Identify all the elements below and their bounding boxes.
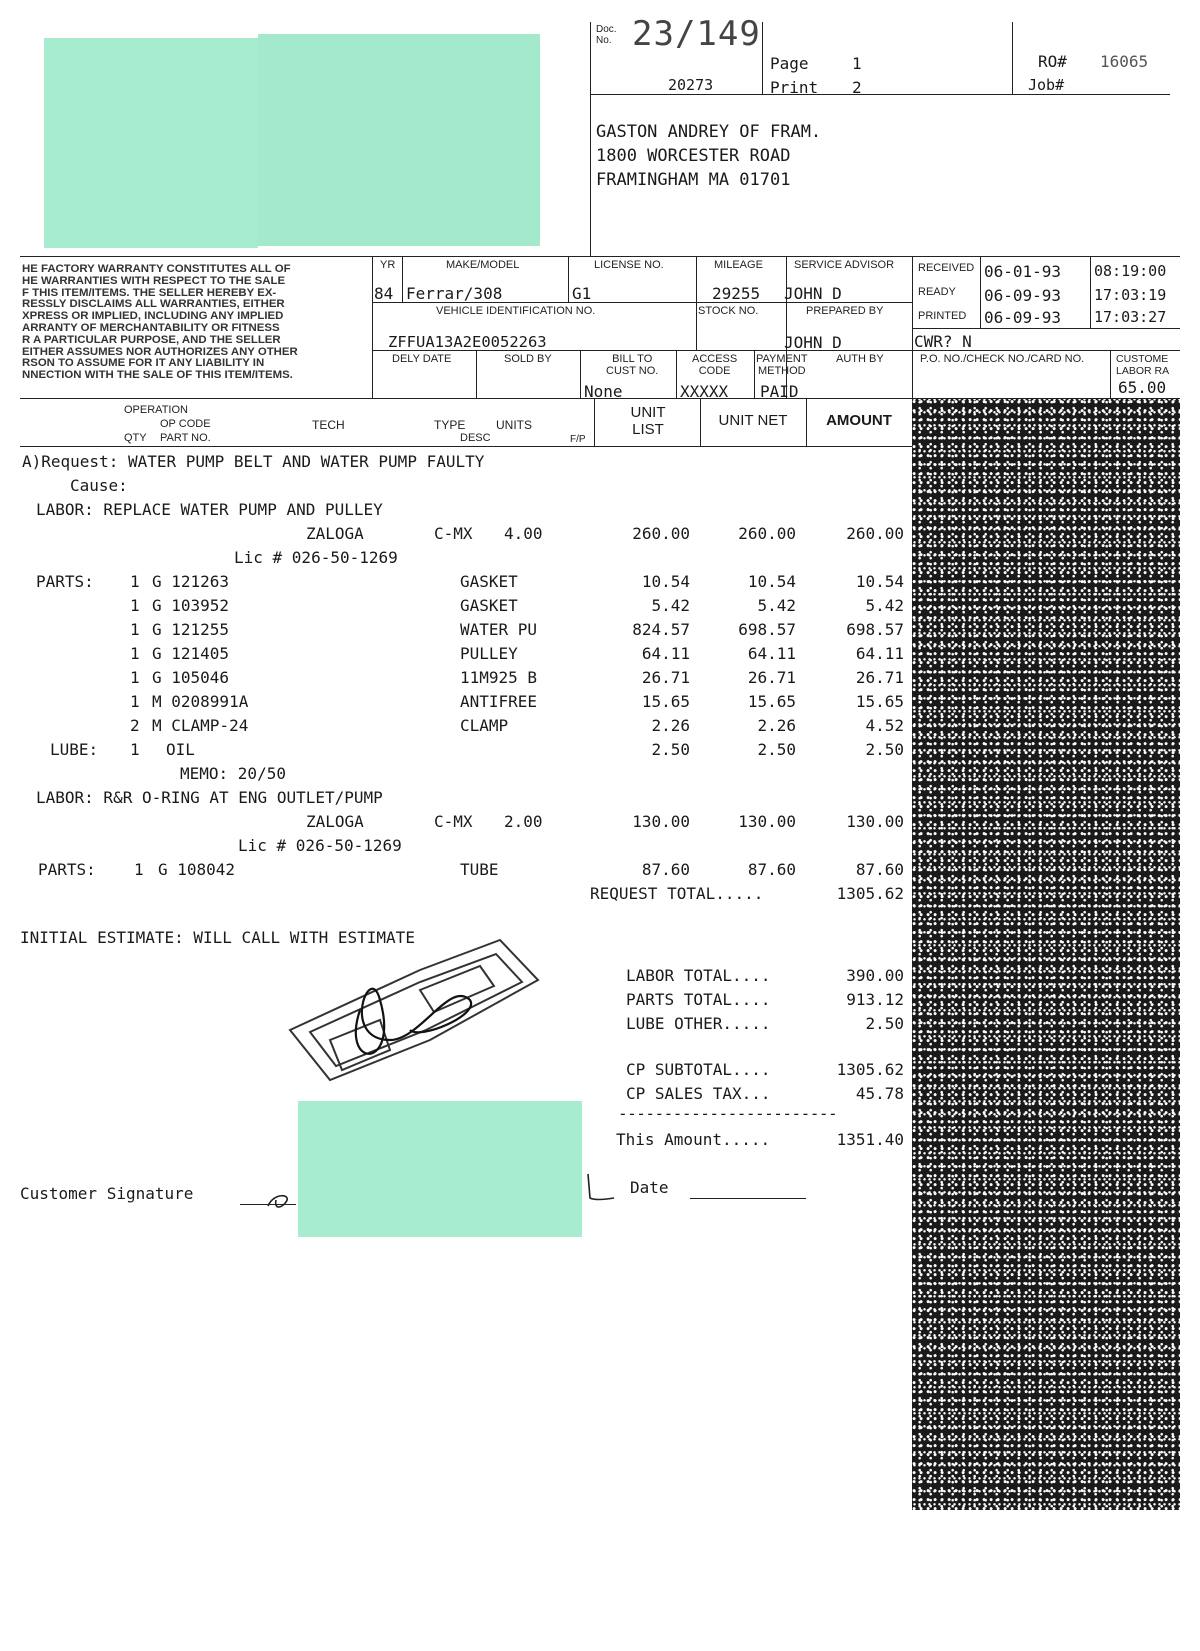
col-qty: QTY: [124, 432, 147, 444]
redaction-block-bottom: [298, 1101, 582, 1237]
part-amount: 4.52: [865, 716, 904, 735]
parts2-net: 87.60: [747, 860, 796, 879]
bill-to-label: BILL TO CUST NO.: [606, 353, 659, 377]
lube-other-value: 2.50: [865, 1014, 904, 1033]
print-value: 2: [852, 78, 862, 97]
part-net: 15.65: [747, 692, 796, 711]
dealer-city: FRAMINGHAM MA 01701: [596, 170, 791, 190]
parts2-number: G 108042: [158, 860, 236, 879]
ro-value: 16065: [1100, 52, 1149, 71]
ready-date: 06-09-93: [984, 286, 1062, 305]
info-div-10: [754, 350, 755, 398]
cause-line: Cause:: [70, 476, 128, 495]
request-total-value: 1305.62: [836, 884, 904, 903]
redaction-block-top-left-b: [258, 34, 540, 246]
cp-subtotal-value: 1305.62: [836, 1060, 904, 1079]
part-amount: 26.71: [855, 668, 904, 687]
vin-value: ZFFUA13A2E0052263: [388, 333, 547, 351]
part-list: 15.65: [641, 692, 690, 711]
part-number: M CLAMP-24: [152, 716, 249, 735]
labor1-license: Lic # 026-50-1269: [234, 548, 398, 567]
part-amount: 15.65: [855, 692, 904, 711]
part-qty: 1: [130, 692, 140, 711]
cp-subtotal-label: CP SUBTOTAL....: [626, 1060, 771, 1079]
part-net: 698.57: [738, 620, 796, 639]
payment-label: PAYMENT METHOD: [756, 353, 808, 377]
part-amount: 698.57: [846, 620, 904, 639]
labor1-type: C-MX: [434, 524, 473, 543]
ready-time: 17:03:19: [1094, 286, 1167, 304]
part-list: 2.26: [651, 716, 690, 735]
job-label: Job#: [1028, 76, 1065, 94]
request-line: A)Request: WATER PUMP BELT AND WATER PUMP FAULTY: [22, 452, 485, 471]
license-label: LICENSE NO.: [594, 259, 664, 271]
info-div-9: [676, 350, 677, 398]
part-list: 5.42: [651, 596, 690, 615]
col-amount: AMOUNT: [826, 412, 892, 429]
part-number: G 121255: [152, 620, 230, 639]
doc-label: Doc. No.: [596, 24, 617, 46]
labor2-net: 130.00: [738, 812, 796, 831]
info-div-times: [1090, 256, 1091, 328]
header-rule-top: [590, 94, 1170, 95]
part-amount: 10.54: [855, 572, 904, 591]
part-number: G 105046: [152, 668, 230, 687]
labor1-amount: 260.00: [846, 524, 904, 543]
labor1-net: 260.00: [738, 524, 796, 543]
header-divider-right: [1012, 22, 1013, 94]
part-net: 5.42: [757, 596, 796, 615]
part-number: G 103952: [152, 596, 230, 615]
col-part-no: PART NO.: [160, 432, 211, 444]
col-fp: F/P: [570, 434, 586, 445]
col-unit-net: UNIT NET: [718, 412, 788, 429]
make-value: Ferrar/308: [406, 284, 503, 303]
parts2-amount: 87.60: [855, 860, 904, 879]
part-amount: 64.11: [855, 644, 904, 663]
stock-label: STOCK NO.: [698, 305, 759, 317]
part-net: 26.71: [747, 668, 796, 687]
lube-label: LUBE:: [50, 740, 99, 759]
dealer-name: GASTON ANDREY OF FRAM.: [596, 122, 822, 142]
part-desc: ANTIFREE: [460, 692, 538, 711]
yr-label: YR: [380, 259, 396, 271]
lube-list: 2.50: [651, 740, 690, 759]
customer-rate-label: CUSTOME LABOR RA: [1116, 353, 1170, 377]
license-value: G1: [572, 284, 592, 303]
advisor-label: SERVICE ADVISOR: [794, 259, 895, 271]
signature-flourish: [580, 1170, 620, 1206]
access-label: ACCESS CODE: [692, 353, 738, 377]
request-total-label: REQUEST TOTAL.....: [590, 884, 764, 903]
print-label: Print: [770, 78, 819, 97]
part-list: 64.11: [641, 644, 690, 663]
part-desc: CLAMP: [460, 716, 509, 735]
signature-scribble: [264, 1186, 304, 1216]
received-date: 06-01-93: [984, 262, 1062, 281]
warranty-disclaimer: HE FACTORY WARRANTY CONSTITUTES ALL OF HE WARRANTIES WITH RESPECT TO THE SALE F THIS ITEM/ITEMS. THE SELLER HEREBY EX- RESSLY DISCLAIMS ALL WARRANTIES, EITHER XPRESS OR IMPLIED, INCLUDING ANY IMPLIED ARRANTY OF MERCHANTABILITY OR FITNESS R A PARTICULAR PURPOSE, AND THE SELLER EITHER ASSUMES NOR AUTHORIZES ANY OTHER RSON TO ASSUME FOR IT ANY LIABILITY IN NNECTION WITH THE SALE OF THIS ITEM/ITEMS.: [22, 263, 298, 382]
labor2-license: Lic # 026-50-1269: [238, 836, 402, 855]
redaction-noise-column: [912, 398, 1180, 1510]
memo-line: MEMO: 20/50: [180, 764, 286, 783]
info-div-7: [476, 350, 477, 398]
access-value: XXXXX: [680, 382, 729, 401]
labor-total-label: LABOR TOTAL....: [626, 966, 771, 985]
parts2-label: PARTS:: [38, 860, 96, 879]
info-div-6: [912, 256, 913, 398]
printed-label: PRINTED: [918, 310, 967, 322]
info-div-1: [372, 256, 373, 398]
info-div-3: [568, 256, 569, 302]
labor-total-value: 390.00: [846, 966, 904, 985]
lube-other-label: LUBE OTHER.....: [626, 1014, 771, 1033]
parts2-qty: 1: [134, 860, 144, 879]
make-label: MAKE/MODEL: [446, 259, 520, 271]
printed-time: 17:03:27: [1094, 308, 1167, 326]
received-label: RECEIVED: [918, 262, 975, 274]
customer-rate-value: 65.00: [1118, 378, 1167, 397]
col-tech: TECH: [312, 418, 345, 432]
printed-date: 06-09-93: [984, 308, 1062, 327]
part-list: 26.71: [641, 668, 690, 687]
ro-label: RO#: [1038, 52, 1067, 71]
part-number: M 0208991A: [152, 692, 249, 711]
labor2-list: 130.00: [632, 812, 690, 831]
part-list: 10.54: [641, 572, 690, 591]
part-number: G 121263: [152, 572, 230, 591]
payment-value: PAID: [760, 382, 799, 401]
redaction-block-top-left-a: [44, 38, 258, 248]
labor2-line: LABOR: R&R O-RING AT ENG OUTLET/PUMP: [36, 788, 383, 807]
lube-amount: 2.50: [865, 740, 904, 759]
received-time: 08:19:00: [1094, 262, 1167, 280]
labor2-type: C-MX: [434, 812, 473, 831]
part-amount: 5.42: [865, 596, 904, 615]
pay-amount-value: 1351.40: [836, 1130, 904, 1149]
labor2-units: 2.00: [504, 812, 543, 831]
part-desc: WATER PU: [460, 620, 538, 639]
col-operation: OPERATION: [124, 404, 188, 416]
cwr-value: CWR? N: [914, 332, 972, 351]
part-desc: GASKET: [460, 596, 518, 615]
auth-by-label: AUTH BY: [836, 353, 884, 365]
doc-number: 23/149: [632, 14, 761, 54]
parts2-list: 87.60: [641, 860, 690, 879]
labor1-list: 260.00: [632, 524, 690, 543]
labor2-tech: ZALOGA: [306, 812, 364, 831]
doc-sub-number: 20273: [668, 76, 714, 94]
col-units: UNITS: [496, 418, 532, 432]
totals-dashes: ------------------------: [618, 1104, 838, 1123]
col-unit-list: UNIT LIST: [630, 404, 666, 438]
columns-rule-bottom: [20, 446, 912, 447]
initial-estimate-line: INITIAL ESTIMATE: WILL CALL WITH ESTIMATE: [20, 928, 415, 947]
pay-amount-label: This Amount.....: [616, 1130, 771, 1149]
info-div-11: [1110, 350, 1111, 398]
bill-to-value: None: [584, 382, 623, 401]
col-desc: DESC: [460, 432, 491, 444]
part-qty: 1: [130, 596, 140, 615]
part-net: 2.26: [757, 716, 796, 735]
cp-sales-tax-value: 45.78: [855, 1084, 904, 1103]
part-desc: GASKET: [460, 572, 518, 591]
part-list: 824.57: [632, 620, 690, 639]
dealer-stamp-mark: [270, 920, 570, 1100]
po-label: P.O. NO./CHECK NO./CARD NO.: [920, 353, 1085, 365]
lube-qty: 1: [130, 740, 140, 759]
info-div-dates: [980, 256, 981, 328]
dealer-street: 1800 WORCESTER ROAD: [596, 146, 791, 166]
dates-rule: [912, 328, 1180, 329]
date-line[interactable]: [690, 1198, 806, 1199]
customer-signature-label: Customer Signature: [20, 1184, 194, 1203]
info-div-8: [580, 350, 581, 398]
part-desc: PULLEY: [460, 644, 518, 663]
page-value: 1: [852, 54, 862, 73]
part-qty: 1: [130, 644, 140, 663]
vin-label: VEHICLE IDENTIFICATION NO.: [436, 305, 596, 317]
parts-total-value: 913.12: [846, 990, 904, 1009]
header-divider-doc: [762, 22, 763, 94]
page-label: Page: [770, 54, 809, 73]
labor2-amount: 130.00: [846, 812, 904, 831]
parts-total-label: PARTS TOTAL....: [626, 990, 771, 1009]
part-qty: 1: [130, 572, 140, 591]
part-net: 64.11: [747, 644, 796, 663]
dely-date-label: DELY DATE: [392, 353, 452, 365]
parts2-desc: TUBE: [460, 860, 499, 879]
prepared-value: JOHN D: [784, 333, 842, 352]
mileage-label: MILEAGE: [714, 259, 763, 271]
yr-value: 84: [374, 284, 394, 303]
cp-sales-tax-label: CP SALES TAX...: [626, 1084, 771, 1103]
date-label: Date: [630, 1178, 669, 1197]
info-div-2: [402, 256, 403, 302]
prepared-label: PREPARED BY: [806, 305, 884, 317]
part-qty: 2: [130, 716, 140, 735]
part-desc: 11M925 B: [460, 668, 538, 687]
header-divider-left: [590, 22, 591, 256]
info-div-4: [696, 256, 697, 350]
labor1-units: 4.00: [504, 524, 543, 543]
labor1-line: LABOR: REPLACE WATER PUMP AND PULLEY: [36, 500, 383, 519]
col-op-code: OP CODE: [160, 418, 211, 430]
advisor-value: JOHN D: [784, 284, 842, 303]
sold-by-label: SOLD BY: [504, 353, 552, 365]
part-qty: 1: [130, 668, 140, 687]
lube-part: OIL: [166, 740, 195, 759]
labor1-tech: ZALOGA: [306, 524, 364, 543]
ready-label: READY: [918, 286, 956, 298]
col-div-list: [594, 398, 595, 446]
part-number: G 121405: [152, 644, 230, 663]
parts-label: PARTS:: [36, 572, 94, 591]
mileage-value: 29255: [712, 284, 761, 303]
info-rule-top: [20, 256, 1180, 257]
col-type: TYPE: [434, 418, 466, 432]
lube-net: 2.50: [757, 740, 796, 759]
part-qty: 1: [130, 620, 140, 639]
part-net: 10.54: [747, 572, 796, 591]
